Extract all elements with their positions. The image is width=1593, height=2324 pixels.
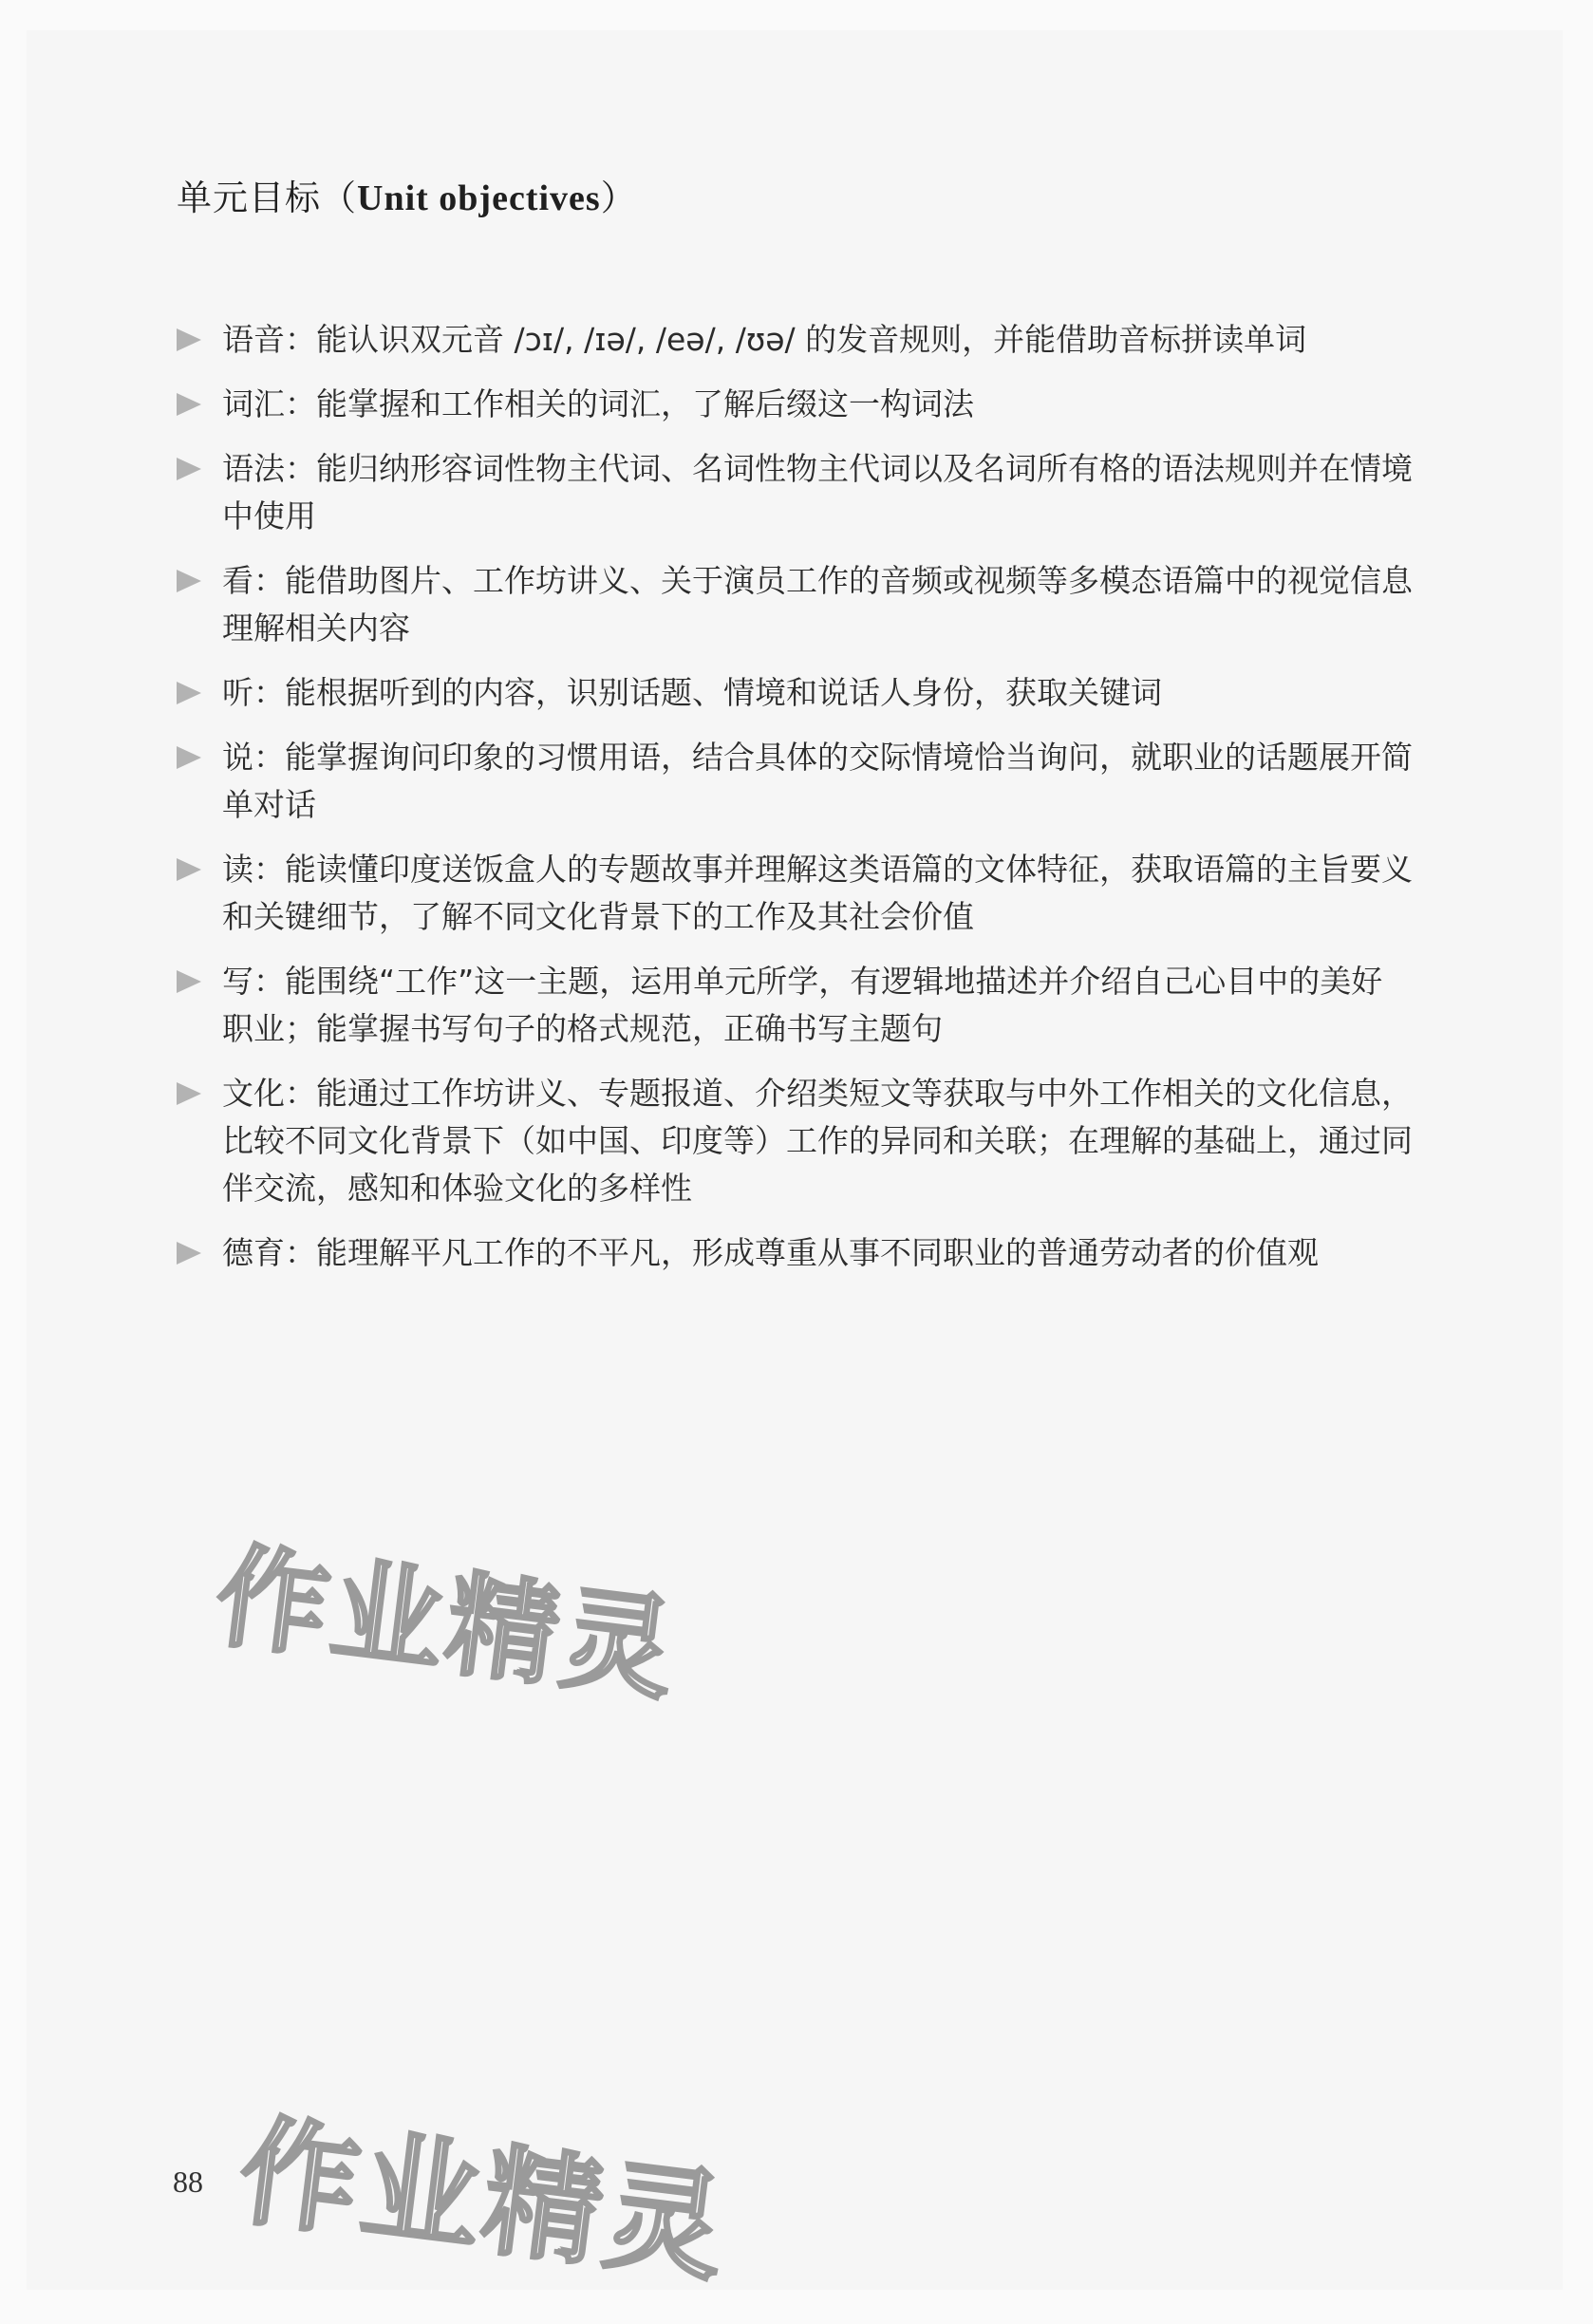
- bullet-arrow-icon: [177, 328, 201, 351]
- bullet-arrow-icon: [177, 393, 201, 416]
- objective-reading: [177, 846, 1458, 941]
- heading-zh: 单元目标（: [177, 178, 357, 218]
- objectives-list: [177, 316, 1458, 1294]
- objective-text: 词汇：能掌握和工作相关的词汇，了解后缀这一构词法: [222, 385, 974, 422]
- bullet-arrow-icon: [177, 970, 201, 993]
- page-number: 88: [173, 2165, 203, 2199]
- objective-text: 德育：能理解平凡工作的不平凡，形成尊重从事不同职业的普通劳动者的价值观: [222, 1234, 1319, 1271]
- objective-grammar: [177, 445, 1458, 540]
- objective-speaking: [177, 734, 1458, 829]
- bullet-arrow-icon: [177, 458, 201, 480]
- heading-en: Unit objectives: [357, 178, 601, 218]
- bullet-arrow-icon: [177, 1082, 201, 1105]
- heading-close: ）: [600, 178, 637, 218]
- bullet-arrow-icon: [177, 682, 201, 704]
- objective-writing: [177, 958, 1458, 1053]
- objective-text: 看：能借助图片、工作坊讲义、关于演员工作的音频或视频等多模态语篇中的视觉信息 理解相关内容: [222, 562, 1413, 647]
- objective-vocabulary: [177, 381, 1458, 428]
- bullet-arrow-icon: [177, 858, 201, 881]
- watermark: 作业精灵: [209, 1529, 685, 1716]
- objective-text: 说：能掌握询问印象的习惯用语，结合具体的交际情境恰当询问，就职业的话题展开简 单对话: [222, 739, 1413, 823]
- objective-text: 语音：能认识双元音 /ɔɪ/, /ɪə/, /eə/, /ʊə/ 的发音规则，并能借助音标拼读单词: [222, 321, 1307, 358]
- objective-listening: [177, 669, 1458, 717]
- watermark: 作业精灵: [232, 2102, 736, 2299]
- objective-moral: [177, 1229, 1458, 1277]
- bullet-arrow-icon: [177, 1242, 201, 1265]
- unit-objectives-heading: [177, 169, 637, 220]
- objective-text: 读：能读懂印度送饭盒人的专题故事并理解这类语篇的文体特征，获取语篇的主旨要义 和关键细节，了解不同文化背景下的工作及其社会价值: [222, 851, 1413, 935]
- objective-culture: [177, 1070, 1458, 1212]
- objective-text: 文化：能通过工作坊讲义、专题报道、介绍类短文等获取与中外工作相关的文化信息， 比较不同文化背景下（如中国、印度等）工作的异同和关联；在理解的基础上，通过同 伴交流，感知和体验文化的多样性: [222, 1075, 1413, 1207]
- bullet-arrow-icon: [177, 570, 201, 592]
- objective-text: 听：能根据听到的内容，识别话题、情境和说话人身份，获取关键词: [222, 674, 1162, 711]
- bullet-arrow-icon: [177, 746, 201, 769]
- objective-text: 语法：能归纳形容词性物主代词、名词性物主代词以及名词所有格的语法规则并在情境 中使用: [222, 450, 1413, 534]
- objective-text: 写：能围绕“工作”这一主题，运用单元所学，有逻辑地描述并介绍自己心目中的美好 职业；能掌握书写句子的格式规范，正确书写主题句: [222, 963, 1383, 1047]
- objective-viewing: [177, 557, 1458, 652]
- objective-pronunciation: [177, 316, 1458, 364]
